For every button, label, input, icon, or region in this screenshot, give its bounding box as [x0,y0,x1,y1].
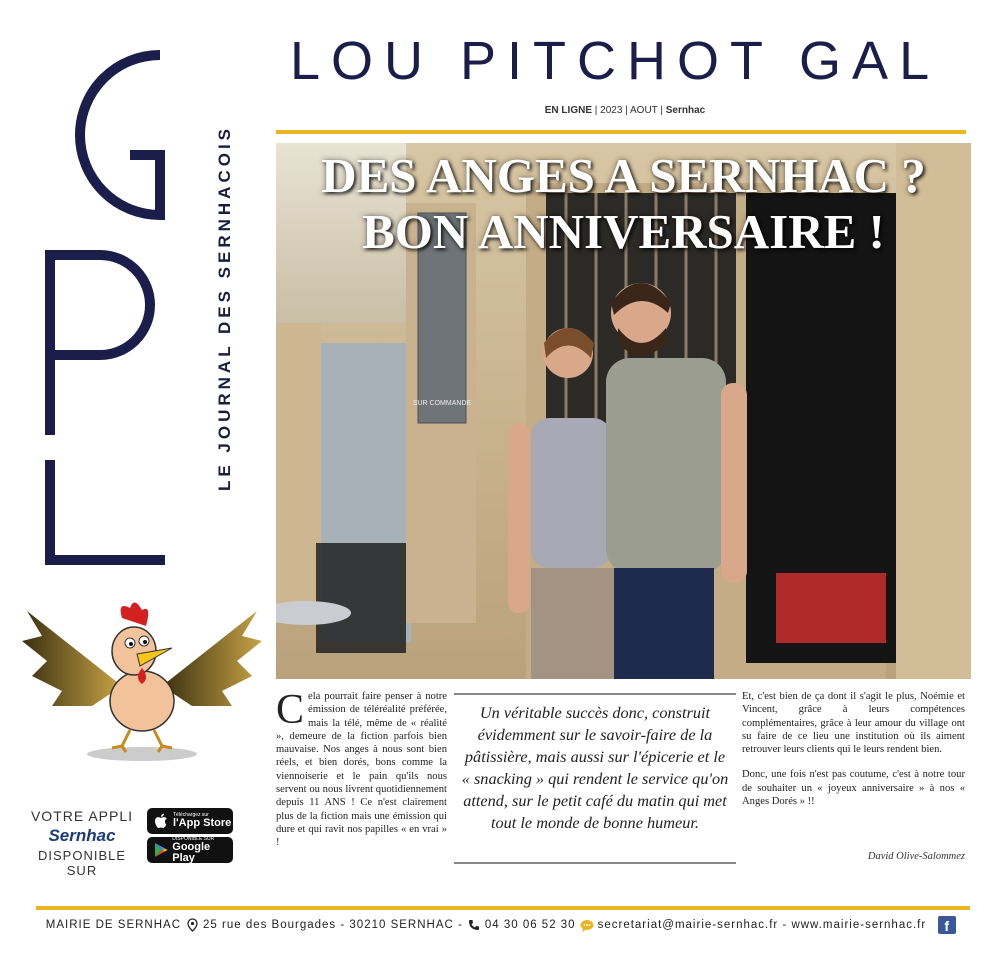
article-paragraph-3a: Et, c'est bien de ça dont il s'agit le plus, Noémie et Vincent, grâce à leurs compétences complémentaires, grâce à leur amour du village ont su faire de ce lieu une institution où ils aiment retrouver leurs clients qui le leurs rendent bien. [742,691,965,756]
phone-icon [467,918,481,932]
edition-line: EN LIGNE | 2023 | AOUT | Sernhac [544,105,706,116]
google-play-button[interactable]: DISPONIBLE SUR Google Play [147,837,233,863]
footer-address: 25 rue des Bourgades - 30210 SERNHAC - [203,919,463,931]
footer-phone[interactable]: 04 30 06 52 30 [484,919,576,931]
masthead-subtitle: LE JOURNAL DES SERNHACOIS [215,124,234,492]
rooster-illustration [22,596,262,766]
facebook-icon[interactable]: f [938,916,956,934]
article-paragraph-3b: Donc, une fois n'est pas coutume, c'est à notre tour de souhaiter un « joyeux anniversaire » à nos « Anges Dorés » !! [742,769,965,808]
lpg-logo [40,40,170,570]
article-column-3 [742,690,965,820]
headline-line2: BON ANNIVERSAIRE ! [362,204,885,259]
headline-line1: DES ANGES A SERNHAC ? [321,148,926,203]
pull-quote: Un véritable succès donc, construit évidemment sur le savoir-faire de la pâtissière, mais aussi sur l'épicerie et le « snacking » qui rendent le service qu'on attend, sur le petit café du matin qui met tout le monde de bonne humeur. [461,703,729,832]
headline [276,148,971,260]
footer-divider [36,906,970,910]
google-play-icon [153,842,168,858]
header-divider [276,130,966,134]
article-text-1: ela pourrait faire penser à notre émission de téléréalité préférée, mais la télé, même de « réalité », demeure de la fiction parfois bien mauvaise. Nos anges à nous sont bien réels, et bien dorés, bons comme la viennoiserie et le pain qu'ils nous servent ou nous livrent quotidiennement depuis 11 ANS ! Ce n'est clairement plus de la fiction mais une émission qui dure et qui ravit nos papilles « en vrai » ! [276,691,447,849]
drop-cap: C [276,687,305,733]
chat-icon [580,918,594,932]
location-pin-icon [185,918,199,932]
sign-text: SUR COMMANDE [412,400,472,407]
article-column-1 [276,687,447,850]
footer-mairie: MAIRIE DE SERNHAC [45,919,182,931]
footer-contact [22,916,980,934]
app-line1: VOTRE APPLI [30,808,134,824]
app-name: Sernhac [48,826,116,845]
apple-icon [153,813,169,829]
app-line3: DISPONIBLE SUR [37,848,127,878]
article-author: David Olive-Salommez [867,851,965,862]
app-promo [22,808,142,878]
app-store-button[interactable]: Téléchargez sur l'App Store [147,808,233,834]
footer-email-website[interactable]: secretariat@mairie-sernhac.fr - www.mairie-sernhac.fr [597,919,927,931]
newspaper-title: LOU PITCHOT GAL [290,31,941,91]
